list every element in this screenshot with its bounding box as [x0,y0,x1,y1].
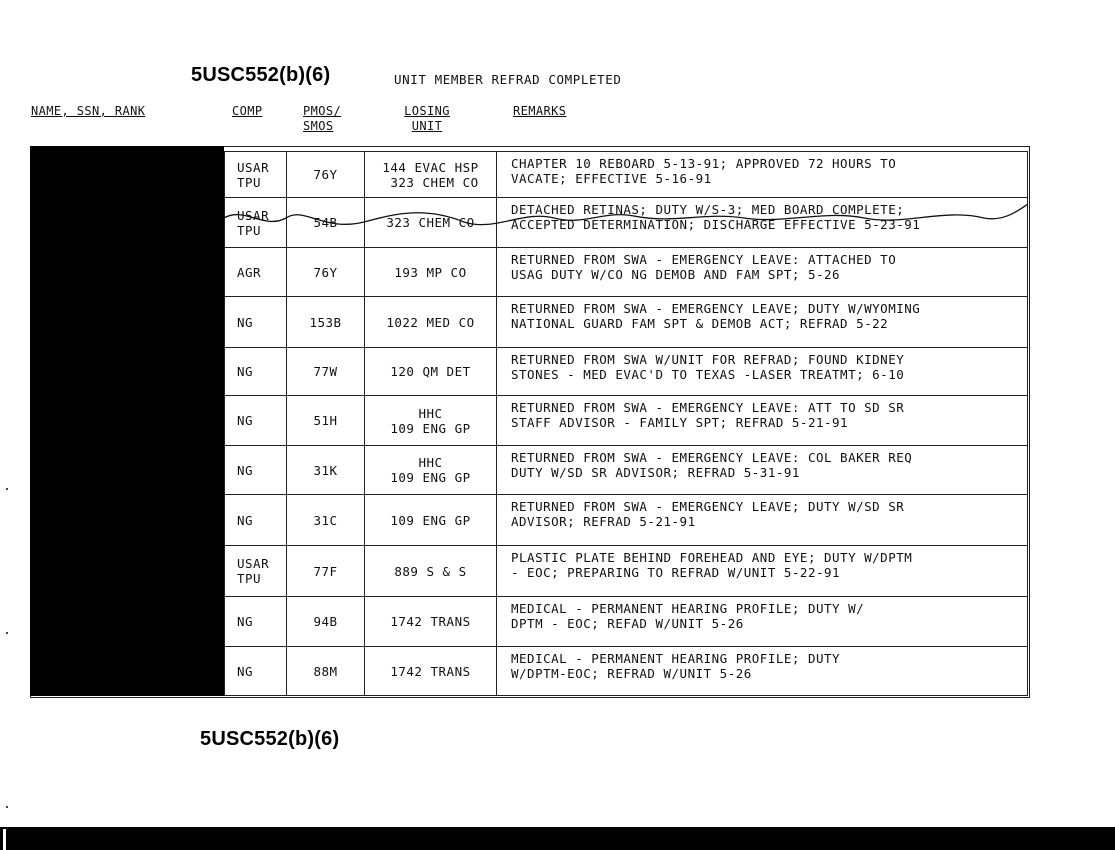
cell-comp-line: TPU [237,571,262,586]
cell-losing-unit [364,297,496,347]
cell-remarks [496,198,1028,247]
cell-losing-unit-line: 323 CHEM CO [390,174,479,190]
cell-losing-unit [364,446,496,494]
cell-remarks-line: RETURNED FROM SWA - EMERGENCY LEAVE: COL BAKER REQ [511,450,913,465]
cell-comp-line: TPU [237,222,262,238]
cell-pmos-value: 88M [313,663,338,679]
cell-remarks [496,546,1028,596]
exemption-mark-bottom: 5USC552(b)(6) [200,728,340,750]
cell-comp-line: TPU [237,174,262,190]
table-row [224,546,1028,597]
cell-remarks-line: STONES - MED EVAC'D TO TEXAS -LASER TREATMT; 6-10 [511,367,905,382]
cell-losing-unit [364,495,496,545]
redaction-block [30,146,224,696]
scan-speck [6,488,8,490]
cell-comp-line: NG [237,314,254,330]
cell-remarks [496,446,1028,494]
header-losing-label: LOSING [404,104,450,118]
cell-pmos [286,248,364,296]
table-row [224,597,1028,647]
cell-comp [224,152,286,197]
cell-pmos-value: 51H [313,413,338,428]
cell-losing-unit-line: 1742 TRANS [390,614,471,629]
cell-remarks-line: ADVISOR; REFRAD 5-21-91 [511,514,696,529]
cell-remarks [496,396,1028,445]
cell-losing-unit [364,248,496,296]
table-row [224,396,1028,446]
cell-comp [224,597,286,646]
header-name-label: NAME, SSN, RANK [31,104,146,118]
cell-pmos [286,597,364,646]
header-comp-label: COMP [232,104,263,118]
cell-remarks-line: NATIONAL GUARD FAM SPT & DEMOB ACT; REFRAD 5-22 [511,316,889,331]
cell-remarks-line: STAFF ADVISOR - FAMILY SPT; REFRAD 5-21-91 [511,415,849,430]
header-name-ssn-rank [31,104,145,119]
cell-comp-line: NG [237,364,254,379]
cell-comp [224,446,286,494]
cell-remarks-line: DPTM - EOC; REFAD W/UNIT 5-26 [511,616,744,631]
table-row [224,248,1028,297]
cell-remarks-line: RETURNED FROM SWA - EMERGENCY LEAVE; DUTY W/SD SR [511,499,905,514]
cell-comp [224,647,286,695]
cell-pmos [286,446,364,494]
cell-pmos [286,396,364,445]
cell-remarks [496,348,1028,395]
cell-losing-unit-line: 1742 TRANS [390,663,471,679]
cell-remarks-line: DUTY W/SD SR ADVISOR; REFRAD 5-31-91 [511,465,800,480]
cell-comp [224,495,286,545]
table-row [224,348,1028,396]
cell-comp-line: NG [237,614,254,629]
header-comp [232,104,263,119]
cell-comp-line: NG [237,512,254,528]
cell-remarks-line: RETURNED FROM SWA W/UNIT FOR REFRAD; FOUND KIDNEY [511,352,905,367]
cell-pmos-value: 31K [313,462,338,478]
header-pmos-label: PMOS/ [303,104,342,118]
table-row [224,446,1028,495]
cell-pmos [286,495,364,545]
cell-losing-unit-line: 323 CHEM CO [386,215,475,230]
cell-remarks [496,297,1028,347]
header-remarks [513,104,566,119]
document-title: UNIT MEMBER REFRAD COMPLETED [394,72,622,87]
cell-comp-line: NG [237,413,254,428]
cell-remarks-line: DETACHED RETINAS; DUTY W/S-3; MED BOARD COMPLETE; [511,202,905,217]
cell-losing-unit [364,348,496,395]
scan-border-bar [0,827,1115,850]
cell-remarks-line: ACCEPTED DETERMINATION; DISCHARGE EFFECTIVE 5-23-91 [511,217,921,232]
cell-pmos [286,348,364,395]
cell-comp [224,396,286,445]
cell-pmos [286,198,364,247]
cell-losing-unit-line: HHC [418,455,443,470]
cell-remarks-line: MEDICAL - PERMANENT HEARING PROFILE; DUTY W/ [511,601,865,616]
header-smos-label: SMOS [303,119,334,133]
cell-remarks-line: W/DPTM-EOC; REFRAD W/UNIT 5-26 [511,666,752,681]
cell-remarks [496,152,1028,197]
cell-pmos-value: 76Y [313,167,338,182]
cell-comp-line: USAR [237,556,270,571]
cell-pmos-value: 54B [313,215,338,230]
cell-comp-line: USAR [237,207,270,223]
cell-losing-unit [364,198,496,247]
cell-losing-unit [364,597,496,646]
cell-comp [224,297,286,347]
cell-pmos-value: 76Y [313,264,338,280]
cell-comp [224,348,286,395]
cell-remarks-line: USAG DUTY W/CO NG DEMOB AND FAM SPT; 5-26 [511,267,841,282]
cell-losing-unit [364,396,496,445]
cell-comp-line: NG [237,663,254,679]
cell-remarks-line: RETURNED FROM SWA - EMERGENCY LEAVE: ATT TO SD SR [511,400,905,415]
cell-comp-line: NG [237,462,254,478]
header-losing-unit [392,104,462,134]
table-row [224,495,1028,546]
exemption-mark-top: 5USC552(b)(6) [191,64,331,86]
header-remarks-label: REMARKS [513,104,567,118]
table-row [224,647,1028,696]
cell-remarks-line: PLASTIC PLATE BEHIND FOREHEAD AND EYE; DUTY W/DPTM [511,550,913,565]
cell-remarks-line: CHAPTER 10 REBOARD 5-13-91; APPROVED 72 HOURS TO [511,156,897,171]
cell-pmos [286,546,364,596]
cell-losing-unit-line: HHC [418,405,443,421]
cell-losing-unit-line: 1022 MED CO [386,314,475,330]
cell-pmos-value: 153B [309,314,342,330]
cell-remarks [496,647,1028,695]
cell-losing-unit-line: 193 MP CO [394,264,467,280]
cell-losing-unit-line: 109 ENG GP [390,420,471,436]
cell-remarks [496,248,1028,296]
cell-losing-unit [364,647,496,695]
cell-remarks-line: RETURNED FROM SWA - EMERGENCY LEAVE; DUTY W/WYOMING [511,301,921,316]
cell-comp [224,198,286,247]
cell-pmos-value: 77F [313,563,338,579]
cell-pmos [286,647,364,695]
scan-speck [6,632,8,634]
cell-remarks [496,597,1028,646]
cell-losing-unit [364,152,496,197]
cell-losing-unit-line: 144 EVAC HSP [382,159,479,175]
cell-losing-unit [364,546,496,596]
cell-pmos-value: 94B [313,614,338,629]
cell-losing-unit-line: 109 ENG GP [390,512,471,528]
cell-losing-unit-line: 120 QM DET [390,364,471,379]
table-row [224,151,1028,198]
header-unit-label: UNIT [411,119,443,133]
cell-comp-line: USAR [237,159,270,175]
cell-remarks-line: MEDICAL - PERMANENT HEARING PROFILE; DUTY [511,651,841,666]
cell-pmos-value: 77W [313,364,338,379]
scan-speck [6,806,8,808]
cell-remarks-line: - EOC; PREPARING TO REFRAD W/UNIT 5-22-91 [511,565,841,580]
cell-losing-unit-line: 889 S & S [394,563,467,579]
cell-comp [224,248,286,296]
cell-remarks-line: RETURNED FROM SWA - EMERGENCY LEAVE: ATTACHED TO [511,252,897,267]
cell-pmos-value: 31C [313,512,338,528]
cell-pmos [286,152,364,197]
cell-comp [224,546,286,596]
scan-border-notch [3,829,6,850]
table-row [224,297,1028,348]
cell-pmos [286,297,364,347]
table-row [224,198,1028,248]
cell-comp-line: AGR [237,264,262,280]
header-pmos-smos [303,104,341,134]
cell-losing-unit-line: 109 ENG GP [390,470,471,485]
cell-remarks-line: VACATE; EFFECTIVE 5-16-91 [511,171,712,186]
cell-remarks [496,495,1028,545]
